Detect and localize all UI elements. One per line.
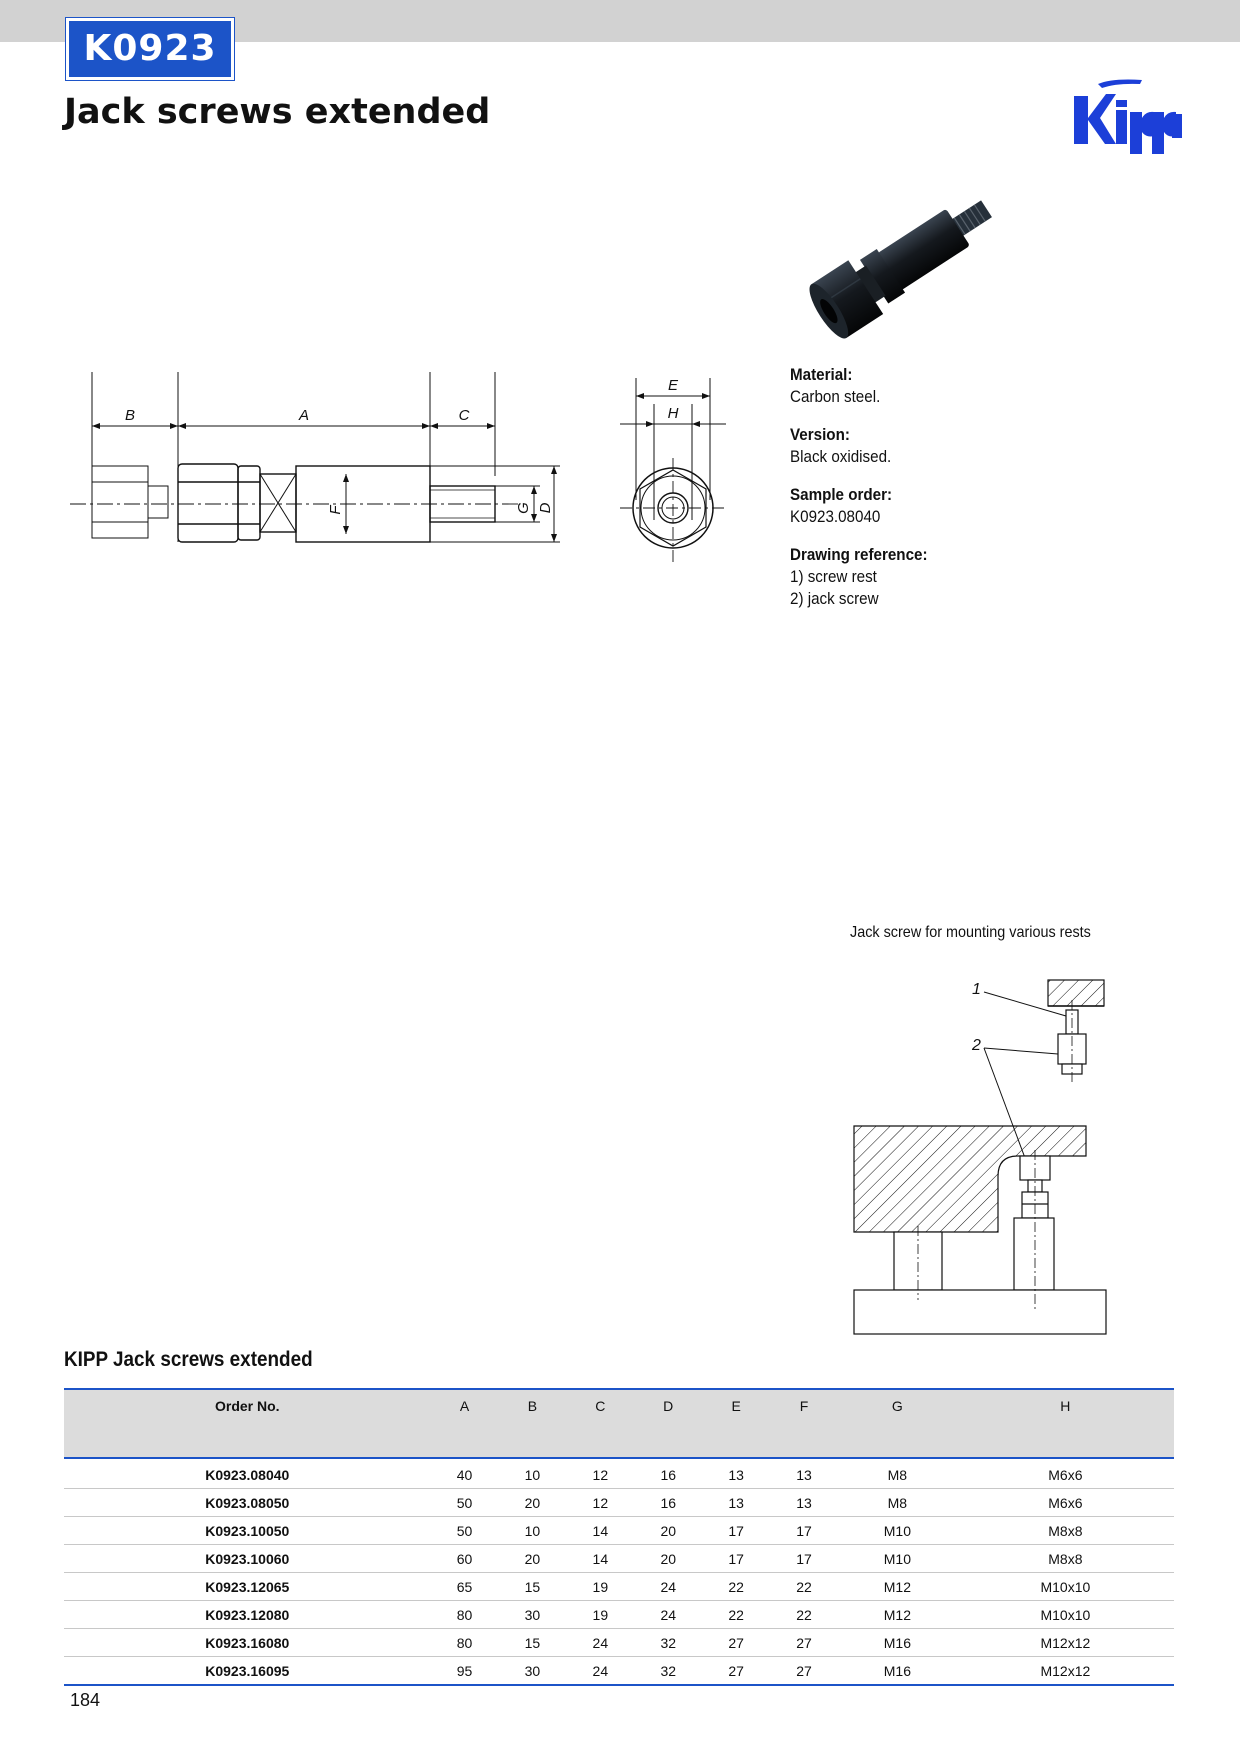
table-cell: 22 bbox=[702, 1601, 770, 1629]
table-cell: 50 bbox=[431, 1489, 499, 1517]
table-row bbox=[64, 1545, 1174, 1573]
table-cell: 24 bbox=[566, 1629, 634, 1657]
table-cell: 17 bbox=[702, 1545, 770, 1573]
table-cell: M16 bbox=[838, 1629, 957, 1657]
table-row bbox=[64, 1573, 1174, 1601]
table-cell: 30 bbox=[498, 1657, 566, 1686]
table-cell: 12 bbox=[566, 1458, 634, 1489]
spec-label: Version: bbox=[790, 426, 850, 444]
table-cell: M10 bbox=[838, 1545, 957, 1573]
table-cell: 14 bbox=[566, 1545, 634, 1573]
product-specs bbox=[790, 364, 1150, 626]
table-cell: 15 bbox=[498, 1573, 566, 1601]
dim-label-b: B bbox=[124, 407, 136, 424]
table-row bbox=[64, 1629, 1174, 1657]
dim-label-e: E bbox=[667, 377, 679, 394]
table-cell: 20 bbox=[498, 1545, 566, 1573]
table-cell: M10 bbox=[838, 1517, 957, 1545]
order-number-cell: K0923.10060 bbox=[64, 1545, 431, 1573]
table-cell: M12x12 bbox=[957, 1629, 1174, 1657]
kipp-logo bbox=[1072, 74, 1184, 160]
side-view-drawing bbox=[70, 370, 570, 570]
table-cell: M16 bbox=[838, 1657, 957, 1686]
table-cell: 32 bbox=[634, 1629, 702, 1657]
column-header: A bbox=[431, 1389, 499, 1458]
spec-value: 1) screw rest bbox=[790, 568, 877, 586]
column-header: H bbox=[957, 1389, 1174, 1458]
table-cell: M8x8 bbox=[957, 1517, 1174, 1545]
spec-value: Carbon steel. bbox=[790, 388, 881, 406]
table-cell: 27 bbox=[770, 1629, 838, 1657]
dim-label-h: H bbox=[667, 405, 679, 422]
application-caption: Jack screw for mounting various rests bbox=[850, 924, 1091, 941]
table-cell: 50 bbox=[431, 1517, 499, 1545]
page-title: Jack screws extended bbox=[64, 92, 491, 132]
callout-1: 1 bbox=[972, 981, 981, 998]
table-cell: M12x12 bbox=[957, 1657, 1174, 1686]
table-cell: 32 bbox=[634, 1657, 702, 1686]
table-cell: 12 bbox=[566, 1489, 634, 1517]
table-cell: 13 bbox=[702, 1458, 770, 1489]
order-number-cell: K0923.08040 bbox=[64, 1458, 431, 1489]
table-cell: 27 bbox=[702, 1629, 770, 1657]
table-cell: 10 bbox=[498, 1458, 566, 1489]
table-cell: 24 bbox=[634, 1573, 702, 1601]
spec-drawing-reference bbox=[790, 544, 1150, 610]
table-cell: 60 bbox=[431, 1545, 499, 1573]
table-cell: M8x8 bbox=[957, 1545, 1174, 1573]
column-header: D bbox=[634, 1389, 702, 1458]
product-photo bbox=[786, 168, 1026, 354]
table-cell: 20 bbox=[498, 1489, 566, 1517]
dim-label-d: D bbox=[537, 502, 554, 514]
table-row bbox=[64, 1517, 1174, 1545]
table-cell: 14 bbox=[566, 1517, 634, 1545]
spec-value: K0923.08040 bbox=[790, 508, 881, 526]
table-cell: 20 bbox=[634, 1545, 702, 1573]
table-cell: 27 bbox=[702, 1657, 770, 1686]
table-cell: 13 bbox=[770, 1458, 838, 1489]
table-cell: 40 bbox=[431, 1458, 499, 1489]
table-cell: 22 bbox=[770, 1573, 838, 1601]
table-cell: 10 bbox=[498, 1517, 566, 1545]
table-cell: 24 bbox=[634, 1601, 702, 1629]
column-header: G bbox=[838, 1389, 957, 1458]
table-cell: M10x10 bbox=[957, 1573, 1174, 1601]
table-cell: 24 bbox=[566, 1657, 634, 1686]
table-cell: 17 bbox=[702, 1517, 770, 1545]
column-header: B bbox=[498, 1389, 566, 1458]
table-cell: 17 bbox=[770, 1517, 838, 1545]
table-cell: 27 bbox=[770, 1657, 838, 1686]
table-cell: M6x6 bbox=[957, 1489, 1174, 1517]
table-cell: 65 bbox=[431, 1573, 499, 1601]
table-cell: 16 bbox=[634, 1458, 702, 1489]
dim-label-a: A bbox=[298, 407, 310, 424]
product-code-badge: K0923 bbox=[66, 18, 234, 80]
table-cell: 30 bbox=[498, 1601, 566, 1629]
table-row bbox=[64, 1489, 1174, 1517]
table-row bbox=[64, 1601, 1174, 1629]
dim-label-f: F bbox=[327, 505, 344, 515]
table-cell: 13 bbox=[770, 1489, 838, 1517]
table-cell: 80 bbox=[431, 1629, 499, 1657]
column-header: E bbox=[702, 1389, 770, 1458]
table-header-row bbox=[64, 1389, 1174, 1458]
table-cell: 16 bbox=[634, 1489, 702, 1517]
order-number-cell: K0923.12065 bbox=[64, 1573, 431, 1601]
table-cell: 17 bbox=[770, 1545, 838, 1573]
application-drawing bbox=[848, 970, 1118, 1340]
table-title: KIPP Jack screws extended bbox=[64, 1348, 313, 1371]
column-header: Order No. bbox=[64, 1389, 431, 1458]
order-number-cell: K0923.12080 bbox=[64, 1601, 431, 1629]
table-cell: M12 bbox=[838, 1601, 957, 1629]
spec-label: Sample order: bbox=[790, 486, 893, 504]
table-cell: 20 bbox=[634, 1517, 702, 1545]
column-header: C bbox=[566, 1389, 634, 1458]
page-number: 184 bbox=[70, 1690, 101, 1710]
table-cell: 95 bbox=[431, 1657, 499, 1686]
table-row bbox=[64, 1458, 1174, 1489]
dim-label-g: G bbox=[515, 502, 532, 514]
table-cell: M10x10 bbox=[957, 1601, 1174, 1629]
spec-label: Material: bbox=[790, 366, 853, 384]
table-cell: 80 bbox=[431, 1601, 499, 1629]
callout-2: 2 bbox=[972, 1037, 981, 1054]
spec-version bbox=[790, 424, 1150, 468]
table-cell: M8 bbox=[838, 1489, 957, 1517]
order-number-cell: K0923.16095 bbox=[64, 1657, 431, 1686]
spec-value: 2) jack screw bbox=[790, 590, 879, 608]
table-cell: M8 bbox=[838, 1458, 957, 1489]
table-cell: 22 bbox=[702, 1573, 770, 1601]
order-number-cell: K0923.08050 bbox=[64, 1489, 431, 1517]
table-cell: 19 bbox=[566, 1601, 634, 1629]
order-number-cell: K0923.10050 bbox=[64, 1517, 431, 1545]
table-cell: M6x6 bbox=[957, 1458, 1174, 1489]
table-cell: M12 bbox=[838, 1573, 957, 1601]
column-header: F bbox=[770, 1389, 838, 1458]
spec-label: Drawing reference: bbox=[790, 546, 928, 564]
table-cell: 13 bbox=[702, 1489, 770, 1517]
dim-label-c: C bbox=[458, 407, 470, 424]
table-cell: 22 bbox=[770, 1601, 838, 1629]
table-cell: 19 bbox=[566, 1573, 634, 1601]
table-row bbox=[64, 1657, 1174, 1686]
spec-value: Black oxidised. bbox=[790, 448, 892, 466]
table-cell: 15 bbox=[498, 1629, 566, 1657]
end-view-drawing bbox=[620, 370, 730, 570]
spec-sample-order bbox=[790, 484, 1150, 528]
spec-table bbox=[64, 1388, 1174, 1686]
order-number-cell: K0923.16080 bbox=[64, 1629, 431, 1657]
spec-material bbox=[790, 364, 1150, 408]
